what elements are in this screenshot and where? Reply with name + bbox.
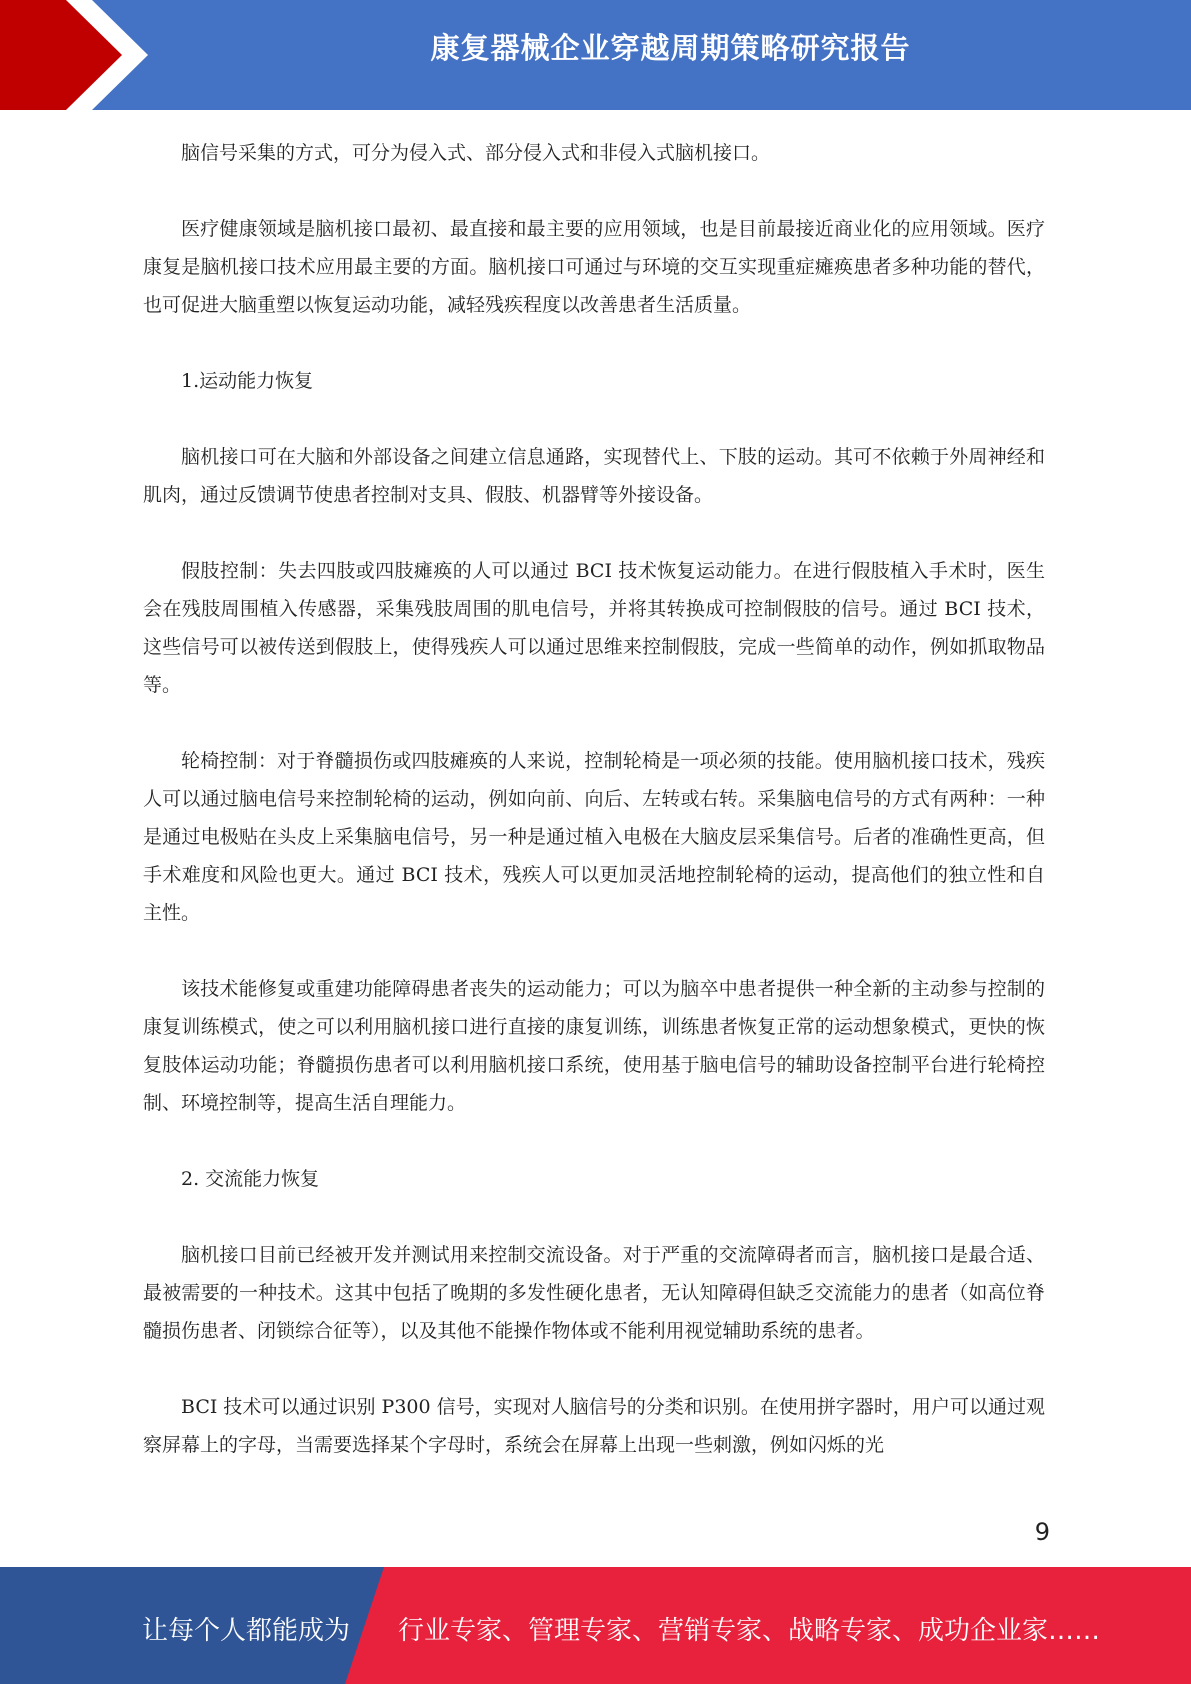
paragraph: 该技术能修复或重建功能障碍患者丧失的运动能力；可以为脑卒中患者提供一种全新的主动参与控制的康复训练模式，使之可以利用脑机接口进行直接的康复训练，训练患者恢复正常的运动想象模式，更快的恢复肢体运动功能；脊髓损伤患者可以利用脑机接口系统，使用基于脑电信号的辅助设备控制平台进行轮椅控制、环境控制等，提高生活自理能力。 [143,978,1045,1114]
report-title: 康复器械企业穿越周期策略研究报告 [430,31,911,65]
paragraph: 脑信号采集的方式，可分为侵入式、部分侵入式和非侵入式脑机接口。 [181,142,771,164]
paragraph: 轮椅控制：对于脊髓损伤或四肢瘫痪的人来说，控制轮椅是一项必须的技能。使用脑机接口技术，残疾人可以通过脑电信号来控制轮椅的运动，例如向前、向后、左转或右转。采集脑电信号的方式有两种：一种是通过电极贴在头皮上采集脑电信号，另一种是通过植入电极在大脑皮层采集信号。后者的准确性更高，但手术难度和风险也更大。通过 BCI 技术，残疾人可以更加灵活地控制轮椅的运动，提高他们的独立性和自主性。 [143,750,1045,924]
paragraph: 假肢控制：失去四肢或四肢瘫痪的人可以通过 BCI 技术恢复运动能力。在进行假肢植入手术时，医生会在残肢周围植入传感器，采集残肢周围的肌电信号，并将其转换成可控制假肢的信号。通过 BCI 技术，这些信号可以被传送到假肢上，使得残疾人可以通过思维来控制假肢，完成一些简单的动作，例如抓取物品等。 [143,560,1045,696]
paragraph: 医疗健康领域是脑机接口最初、最直接和最主要的应用领域，也是目前最接近商业化的应用领域。医疗康复是脑机接口技术应用最主要的方面。脑机接口可通过与环境的交互实现重症瘫痪患者多种功能的替代，也可促进大脑重塑以恢复运动功能，减轻残疾程度以改善患者生活质量。 [143,218,1045,316]
paragraph: 脑机接口可在大脑和外部设备之间建立信息通路，实现替代上、下肢的运动。其可不依赖于外周神经和肌肉，通过反馈调节使患者控制对支具、假肢、机器臂等外接设备。 [143,446,1045,506]
header-red-arrow-decoration [0,0,160,110]
page-header [0,0,1191,110]
footer-slogan-right: 行业专家、管理专家、营销专家、战略专家、成功企业家…… [398,1616,1101,1646]
page-footer [0,1567,1191,1684]
page-number: 9 [1034,1518,1050,1546]
section-heading: 1.运动能力恢复 [181,370,314,392]
paragraph: BCI 技术可以通过识别 P300 信号，实现对人脑信号的分类和识别。在使用拼字器时，用户可以通过观察屏幕上的字母，当需要选择某个字母时，系统会在屏幕上出现一些刺激，例如闪烁的光 [143,1396,1045,1456]
section-heading: 2. 交流能力恢复 [181,1168,320,1190]
paragraph: 脑机接口目前已经被开发并测试用来控制交流设备。对于严重的交流障碍者而言，脑机接口是最合适、最被需要的一种技术。这其中包括了晚期的多发性硬化患者，无认知障碍但缺乏交流能力的患者（如高位脊髓损伤患者、闭锁综合征等），以及其他不能操作物体或不能利用视觉辅助系统的患者。 [143,1244,1045,1342]
document-body [143,134,1045,1502]
footer-slogan-left: 让每个人都能成为 [142,1616,351,1646]
